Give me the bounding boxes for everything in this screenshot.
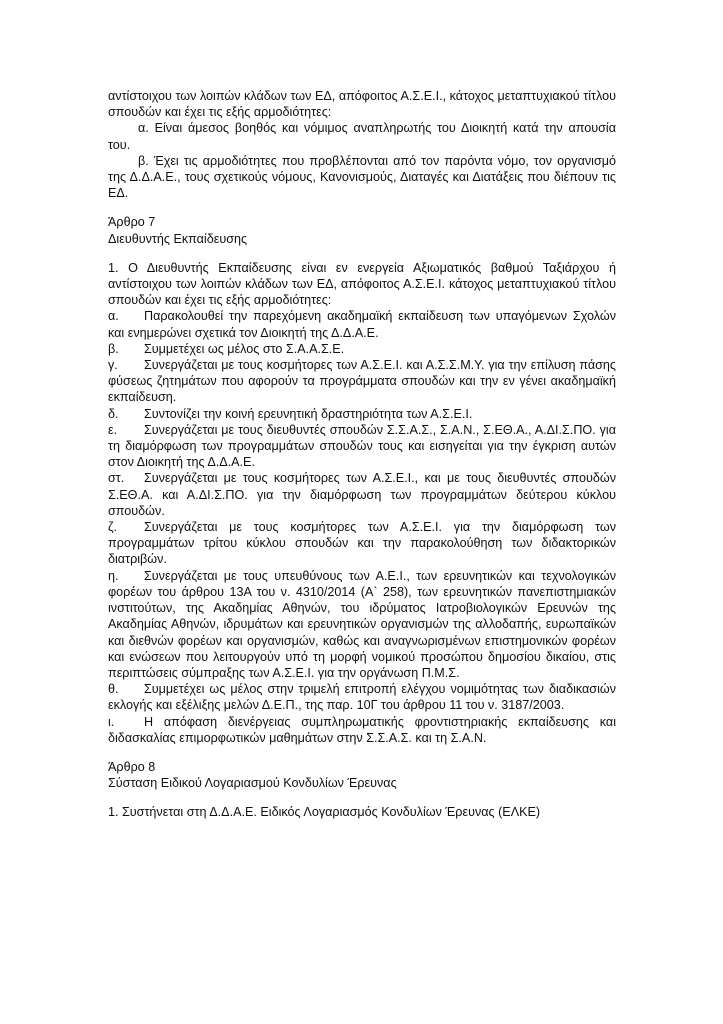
document-body — [108, 88, 616, 821]
item-text: Συνεργάζεται με τους διευθυντές σπουδών Σ.Σ.Α.Σ., Σ.Α.Ν., Σ.ΕΘ.Α., Α.ΔΙ.Σ.ΠΟ. για τη διαμόρφωση των προγραμμάτων σπουδών τους και εισηγείται για την έγκριση αυτών στον Διοικητή της Δ.Δ.Α.Ε. — [108, 422, 616, 470]
item-label: ι. — [108, 714, 115, 729]
list-item — [108, 470, 616, 519]
article-7-intro: 1. Ο Διευθυντής Εκπαίδευσης είναι εν ενεργεία Αξιωματικός βαθμού Ταξιάρχου ή αντίστοιχου των λοιπών κλάδων των ΕΔ, απόφοιτος Α.Σ.Ε.Ι. κάτοχος μεταπτυχιακού τίτλου σπουδών και έχει τις εξής αρμοδιότητες: — [108, 260, 616, 308]
paragraph-alpha: α. Είναι άμεσος βοηθός και νόμιμος αναπληρωτής του Διοικητή κατά την απουσία του. — [108, 121, 616, 152]
item-text: Παρακολουθεί την παρεχόμενη ακαδημαϊκή εκπαίδευση των υπαγόμενων Σχολών και ενημερώνει σχετικά τον Διοικητή της Δ.Δ.Α.Ε. — [108, 309, 616, 340]
list-item — [108, 681, 616, 713]
item-text: Η απόφαση διενέργειας συμπληρωματικής φροντιστηριακής εκπαίδευσης και διδασκαλίας επιμορφωτικών μαθημάτων στην Σ.Σ.Α.Σ. και τη Σ.Α.Ν. — [108, 714, 616, 745]
list-item — [108, 357, 616, 406]
item-label: η. — [108, 568, 119, 583]
list-item — [108, 406, 616, 422]
item-text: Συμμετέχει ως μέλος στην τριμελή επιτροπή ελέγχου νομιμότητας των διαδικασιών εκλογής και εξέλιξης μελών Δ.Ε.Π., της παρ. 10Γ του άρθρου 11 του ν. 3187/2003. — [108, 682, 616, 713]
item-label: ε. — [108, 422, 118, 437]
article-8-title: Άρθρο 8 — [108, 759, 156, 774]
item-label: ζ. — [108, 520, 118, 535]
article-7-subtitle: Διευθυντής Εκπαίδευσης — [108, 231, 248, 246]
article-7-title: Άρθρο 7 — [108, 215, 156, 230]
item-label: θ. — [108, 682, 119, 697]
item-text: Συνεργάζεται με τους υπευθύνους των Α.Ε.Ι., των ερευνητικών και τεχνολογικών φορέων του άρθρου 13Α του ν. 4310/2014 (Α` 258), των ερευνητικών πανεπιστημιακών ινστιτούτων, της Ακαδημίας Αθηνών, του ιδρύματος Ιατροβιολογικών Ερευνών της Ακαδημίας Αθηνών, ιδρυμάτων και ερευνητικών οργανισμών της αλλοδαπής, ευρωπαϊκών και διεθνών φορέων και οργανισμών, καθώς και αναγνωρισμένων επιστημονικών φορέων και ενώσεων που λειτουργούν υπό τη μορφή νομικού προσώπου δημοσίου δικαίου, στις περιπτώσεις σύμπραξης των Α.Σ.Ε.Ι. για την οργάνωση Π.Μ.Σ. — [108, 568, 616, 680]
list-item — [108, 519, 616, 568]
item-label: β. — [108, 341, 119, 356]
list-item — [108, 568, 616, 681]
item-label: δ. — [108, 406, 119, 421]
article-8-intro: 1. Συστήνεται στη Δ.Δ.Α.Ε. Ειδικός Λογαριασμός Κονδυλίων Έρευνας (ΕΛΚΕ) — [108, 805, 541, 820]
item-label: στ. — [108, 471, 125, 486]
item-text: Συντονίζει την κοινή ερευνητική δραστηριότητα των Α.Σ.Ε.Ι. — [144, 406, 473, 421]
item-label: α. — [108, 309, 119, 324]
paragraph-continuation: αντίστοιχου των λοιπών κλάδων των ΕΔ, απόφοιτος Α.Σ.Ε.Ι., κάτοχος μεταπτυχιακού τίτλου σπουδών και έχει τις εξής αρμοδιότητες: — [108, 89, 616, 120]
article-8-subtitle: Σύσταση Ειδικού Λογαριασμού Κονδυλίων Έρευνας — [108, 776, 397, 791]
list-item — [108, 341, 616, 357]
paragraph-beta: β. Έχει τις αρμοδιότητες που προβλέπονται από τον παρόντα νόμο, τον οργανισμό της Δ.Δ.Α.Ε., τους σχετικούς νόμους, Κανονισμούς, Διαταγές και Διατάξεις που διέπουν τις ΕΔ. — [108, 153, 616, 201]
item-text: Συμμετέχει ως μέλος στο Σ.Α.Α.Σ.Ε. — [144, 341, 345, 356]
list-item — [108, 422, 616, 471]
list-item — [108, 714, 616, 746]
list-item — [108, 308, 616, 340]
item-text: Συνεργάζεται με τους κοσμήτορες των Α.Σ.Ε.Ι. για την διαμόρφωση των προγραμμάτων τρίτου κύκλου σπουδών και την παρακολούθηση των διδακτορικών διατριβών. — [108, 520, 616, 567]
item-text: Συνεργάζεται με τους κοσμήτορες των Α.Σ.Ε.Ι. και Α.Σ.Σ.Μ.Υ. για την επίλυση πάσης φύσεως ζητημάτων που αφορούν τα προγράμματα σπουδών και την εν γένει ακαδημαϊκή εκπαίδευση. — [108, 358, 616, 405]
item-label: γ. — [108, 358, 118, 373]
item-text: Συνεργάζεται με τους κοσμήτορες των Α.Σ.Ε.Ι., και με τους διευθυντές σπουδών Σ.ΕΘ.Α. και Α.ΔΙ.Σ.ΠΟ. για την διαμόρφωση των προγραμμάτων δεύτερου κύκλου σπουδών. — [108, 471, 616, 518]
